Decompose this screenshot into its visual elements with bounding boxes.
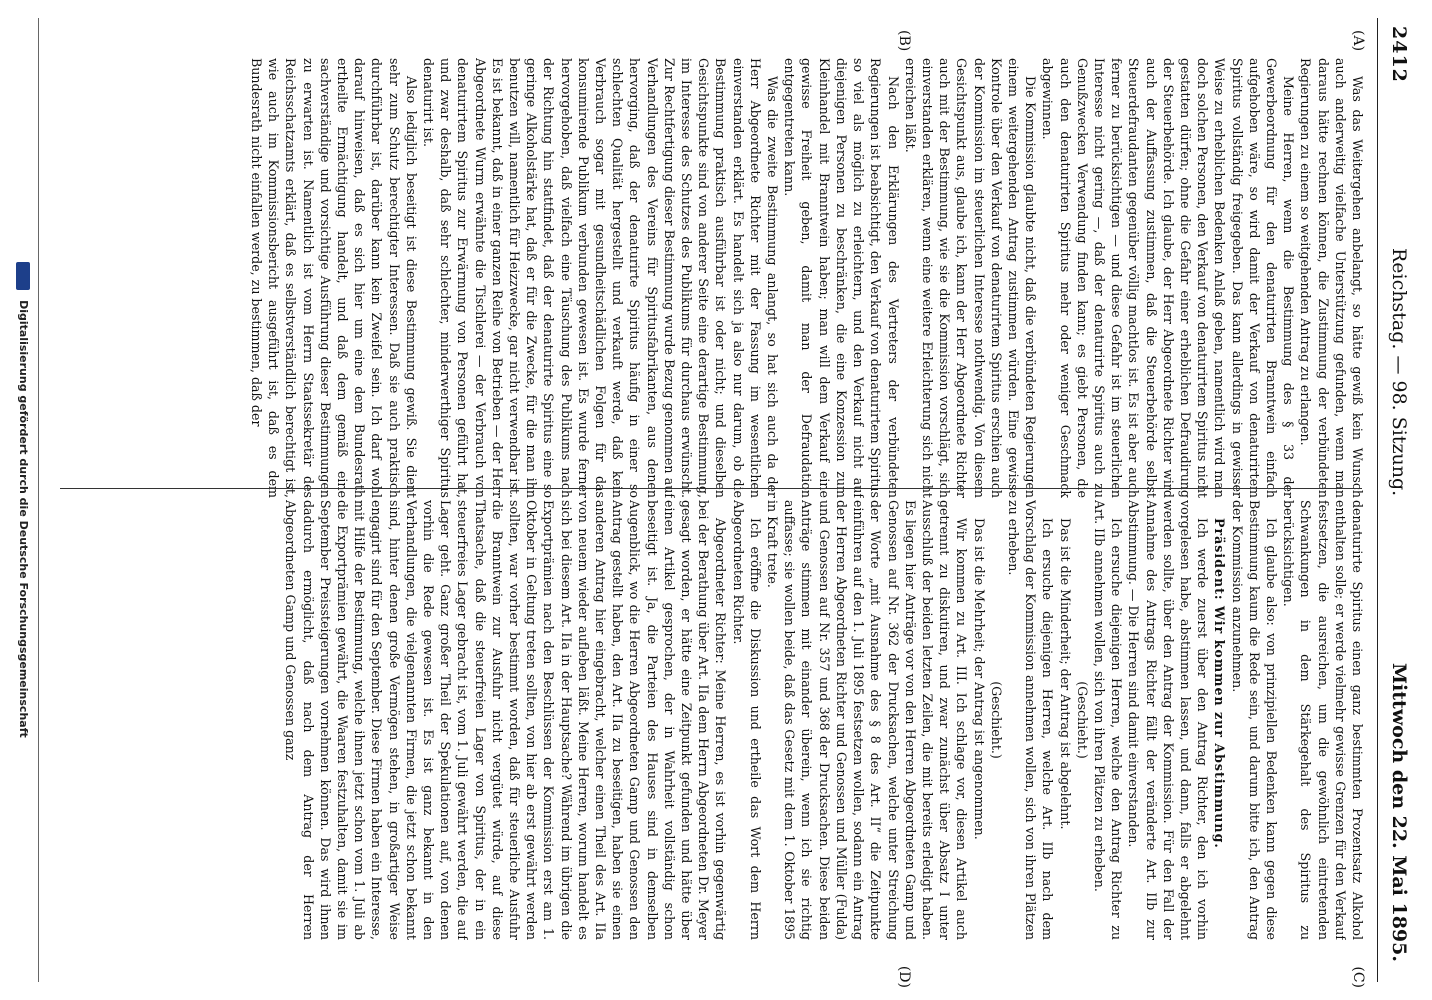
margin-mark-b: (B) [896,30,912,52]
footer-text: Digitalisierung gefördert durch die Deutsche Forschungsgemeinschaft [17,300,30,738]
margin-mark-a: (A) [1350,30,1366,52]
margin-mark-c: (C) [1350,966,1366,988]
paragraph: Nach den Erklärungen des Vertreters der verbündeten Regierungen ist beabsichtigt, den Verkauf von denaturirtem Spiritus so viel als möglich zu erleichtern, und den Verkauf nicht auf diejenigen Personen zu beschränken, die eine Konzession zum Kleinhandel mit Branntwein haben; man will dem Verkauf eine gewisse Freiheit geben, damit man der Defraudation entgegentreten kann. [782,58,901,498]
paragraph: Die Kommission glaubte nicht, daß die verbündeten Regierungen einem weitergehenden Antrag zustimmen würden. Eine gewisse Kontrole über den Verkauf von denaturirtem Spiritus erschien auch der Kommission im steuerlichen Interesse nothwendig. Von diesem Gesichtspunkt aus, glaube ich, kann der Herr Abgeordnete Richter auch mit der Bestimmung, wie sie die Kommission vorschlägt, sich einverstanden erklären, wenn eine weitere Erleichterung sich nicht erreichen läßt. [902,58,1039,498]
page-number: 2412 [1388,26,1410,83]
paragraph: Ich ersuche diejenigen Herren, welche den Antrag Richter zu Art. IIb annehmen wollen, sich von ihren Plätzen zu erheben. [1091,500,1125,940]
paragraph: Das ist die Minderheit; der Antrag ist abgelehnt. [1057,518,1073,830]
paragraph: denaturirte Spiritus einen ganz bestimmten Prozentsatz Alkohol enthalten solle; er werde vielmehr gewisse Grenzen für den Verkauf festsetzen, die ausreichen, um die gewöhnlich eintretenden Schwankungen in dem Stärkegehalt des Spiritus zu berücksichtigen. [1281,500,1365,940]
dfg-logo-icon [16,262,30,290]
paragraph: Ich ersuche diejenigen Herren, welche Art. IIb nach dem Vorschlag der Kommission annehmen wollen, sich von ihren Plätzen zu erheben. [1005,500,1056,940]
speaker-paragraph: Präsident: Wir kommen zur Abstimmung. [1212,518,1228,849]
paragraph: Ich werde zuerst über den Antrag Richter, den ich vorhin vorgelesen habe, abstimmen lassen, und dann, falls er abgelehnt werden sollte, über den Antrag der Kommission. Für den Fall der Annahme des Antrags Richter fällt der veränderte Art. IIb zur Abstimmung. — Die Herren sind damit einverstanden. [1126,500,1211,940]
margin-mark-d: (D) [896,965,912,988]
paragraph: Wir kommen zu Art. III. Ich schlage vor, diesen Artikel auch getrennt zu diskutiren, und zwar zunächst über Absatz I unter Ausschluß der beiden letzten Zeilen, die mit bereits erledigt haben. Es liegen hier Anträge vor von den Herren Abgeordneten Gamp und Genossen auf Nr. 362 der Drucksachen, welche unter Streichung der Worte „mit Ausnahme des § 8 des Art. II“ die Zeitpunkte einführen auf den 1. Juli 1895 festsetzen wollen, sodann ein Antrag der Herren Abgeordneten Richter und Genossen und Müller (Fulda) und Genossen auf Nr. 357 und 368 der Drucksachen. Diese beiden Anträge stimmen mit einander überein, wenn ich sie richtig auffasse; sie wollen beide, daß das Gesetz mit dem 1. Oktober 1895 in Kraft trete. [765,500,970,940]
paragraph: Das ist die Mehrheit; der Antrag ist angenommen. [971,518,987,840]
stage-direction: (Geschieht.) [1074,681,1090,759]
paragraph: Also lediglich beseitigt ist diese Bestimmung gewiß. Sie dient sehr zum Schutz berechtigter Interessen. Daß sie auch praktisch durchführbar ist, darüber kann kein Zweifel sein. Ich darf wohl darauf hinweisen, daß es sich hier um eine dem Bundesrath ertheilte Ermächtigung handelt, und daß dem gemäß eine sachverständige und vorsichtige Ausführung dieser Bestimmungen zu erwarten ist. Namentlich ist vom Herrn Staatssekretär des Reichsschatzamts erklärt, daß es selbstverständlich berechtigt ist, wie auch im Kommissionsbericht ausgeführt ist, daß es dem Bundesrath nicht einfallen werde, zu bestimmen, daß der [249,58,419,498]
paragraph: Ich eröffne die Diskussion und ertheile das Wort dem Herrn Abgeordneten Richter. [730,500,763,940]
stage-direction: (Geschieht.) [988,681,1004,759]
paragraph: Was die zweite Bestimmung anlangt, so hat sich auch da der Herr Abgeordnete Richter mit der Fassung im wesentlichen einverstanden erklärt. Es handelt sich ja also nur darum, ob die Bestimmung praktisch ausführbar ist oder nicht; und dieselben Gesichtspunkte sind von anderer Seite eine derartige Bestimmung, im Interesse des Schutzes des Publikums für durchaus erwünscht. Zur Rechtfertigung dieser Bestimmung wurde Bezug genommen auf Verhandlungen des Vereins für Spiritusfabrikanten, aus denen hervorging, daß der denaturirte Spiritus häufig in einer so schlechten Qualität hergestellt und verkauft werde, daß kein Verbrauch sogar mit gesundheitschädlichen Folgen für das konsumirende Publikum verbunden gewesen ist. Es wurde ferner hervorgehoben, daß vielfach eine Täuschung des Publikums nach der Richtung hin stattfindet, daß der denaturirte Spiritus eine so geringe Alkoholstärke hat, daß er für die Zwecke, für die man ihn benutzen will, namentlich für Heizzwecke, gar nicht verwendbar ist. Es ist bekannt, daß in einer ganzen Reihe von Betrieben — der Herr Abgeordnete Wurm erwähnte die Tischlerei — der Verbrauch von denaturirtem Spiritus zur Erwärmung von Personen geführt hat, und zwar deshalb, daß sehr schlechter, minderwerthiger Spiritus denaturirt ist. [421,58,781,498]
paragraph: Ich glaube also: von prinzipiellen Bedenken kann gegen diese Bestimmung kaum die Rede sein, und darum bitte ich, den Antrag der Kommission anzunehmen. [1229,500,1279,940]
right-column [70,500,1366,940]
paragraph: Abgeordneter Richter: Meine Herren, es ist vorhin gegenwärtig bei der Berathung über Art. IIa dem Herrn Abgeordneten Dr. Meyer gesagt worden, er hätte eine Zeitpunkt gefunden und hätte über einen Artikel gesprochen, der in Wahrheit vollständig schon beseitigt ist. Ja, die Parteien des Hauses sind in demselben Augenblick, wo die Herren Abgeordneten Gamp und Genossen den Antrag gestellt haben, den Art. IIa zu beseitigen, haben sie einen anderen Antrag hier eingebracht, welcher einen Theil des Art. IIa von neuem wieder aufleben läßt. Meine Herren, worum handelt es sich bei diesem Art. IIa in der Hauptsache? Während im übrigen die Exportprämien nach den Beschlüssen der Kommission erst am 1. Oktober in Geltung treten sollten, von hier ab erst gewährt werden sollten, war vorher bestimmt worden, daß für steuerliche Ausfuhr die Branntwein zur Ausfuhr nicht vergütet würde, auf diese Thatsache, daß die steuerfreien Lager von Spiritus, der in ein steuerfreies Lager gebracht ist, vom 1. Juli gewährt werden, die auf Lager geht. Ganz großer Theil der Spekulationen auf, von denen vorhin die Rede gewesen ist. Es ist ganz bekannt in den Verhandlungen, die vielgenannten Firmen, die jetzt schon bekannt sind, hinter denen große Vermögen stehen, in großartiger Weise engagirt sind für den September. Diese Firmen haben ein Interesse, mit Hilfe der Bestimmung, welche ihnen jetzt schon vom 1. Juli ab die Exportprämien gewährt, die Waaren festzuhalten, damit sie im September Preissteigerungen vornehmen können. Das wird ihnen dadurch ermöglicht, daß nach dem Antrag der Herren Abgeordneten Gamp und Genossen ganz [283,500,729,940]
paragraph: Meine Herren, wenn die Bestimmung des § 33 der Gewerbeordnung für den denaturirten Branntwein einfach aufgehoben wäre, so wird damit der Verkauf von denaturirtem Spiritus vollständig freigegeben. Das kann allerdings in gewisser Weise zu erheblichen Bedenken Anlaß geben, namentlich wird man doch solchen Personen, den Verkauf von denaturirtem Spiritus nicht gestatten dürfen; ohne die Gefahr einer erheblichen Defraudirung der Steuerbehörde. Ich glaube, der Herr Abgeordnete Richter wird auch der Auffassung zustimmen, daß die Steuerbehörde selbst Steuerdefraudanten gegenüber völlig machtlos ist. Es ist aber auch ferner zu berücksichtigen — und diese Gefahr ist im steuerlichen Interesse nicht gering —, daß der denaturirte Spiritus auch zu Genußzwecken Verwendung finden kann; es giebt Personen, die auch den denaturirten Spiritus mehr oder weniger Geschmack abgewinnen. [1040,58,1297,498]
session-date: Mittwoch den 22. Mai 1895. [1388,663,1410,962]
digitization-footer [8,0,30,1000]
paragraph: Was das Weitergehen anbelangt, so hätte gewiß kein Wunsch auch anderweitig vielfache Unterstützung gefunden, wenn man daraus hätte rechnen können, die Zustimmung der verbündeten Regierungen zu einem so weitgehenden Antrag zu erlangen. [1298,58,1365,498]
left-column [70,58,1366,498]
session-title: Reichstag. — 98. Sitzung. [1388,248,1410,497]
page-header [1377,18,1418,982]
footer-rule [38,18,39,982]
column-divider [60,488,1362,489]
